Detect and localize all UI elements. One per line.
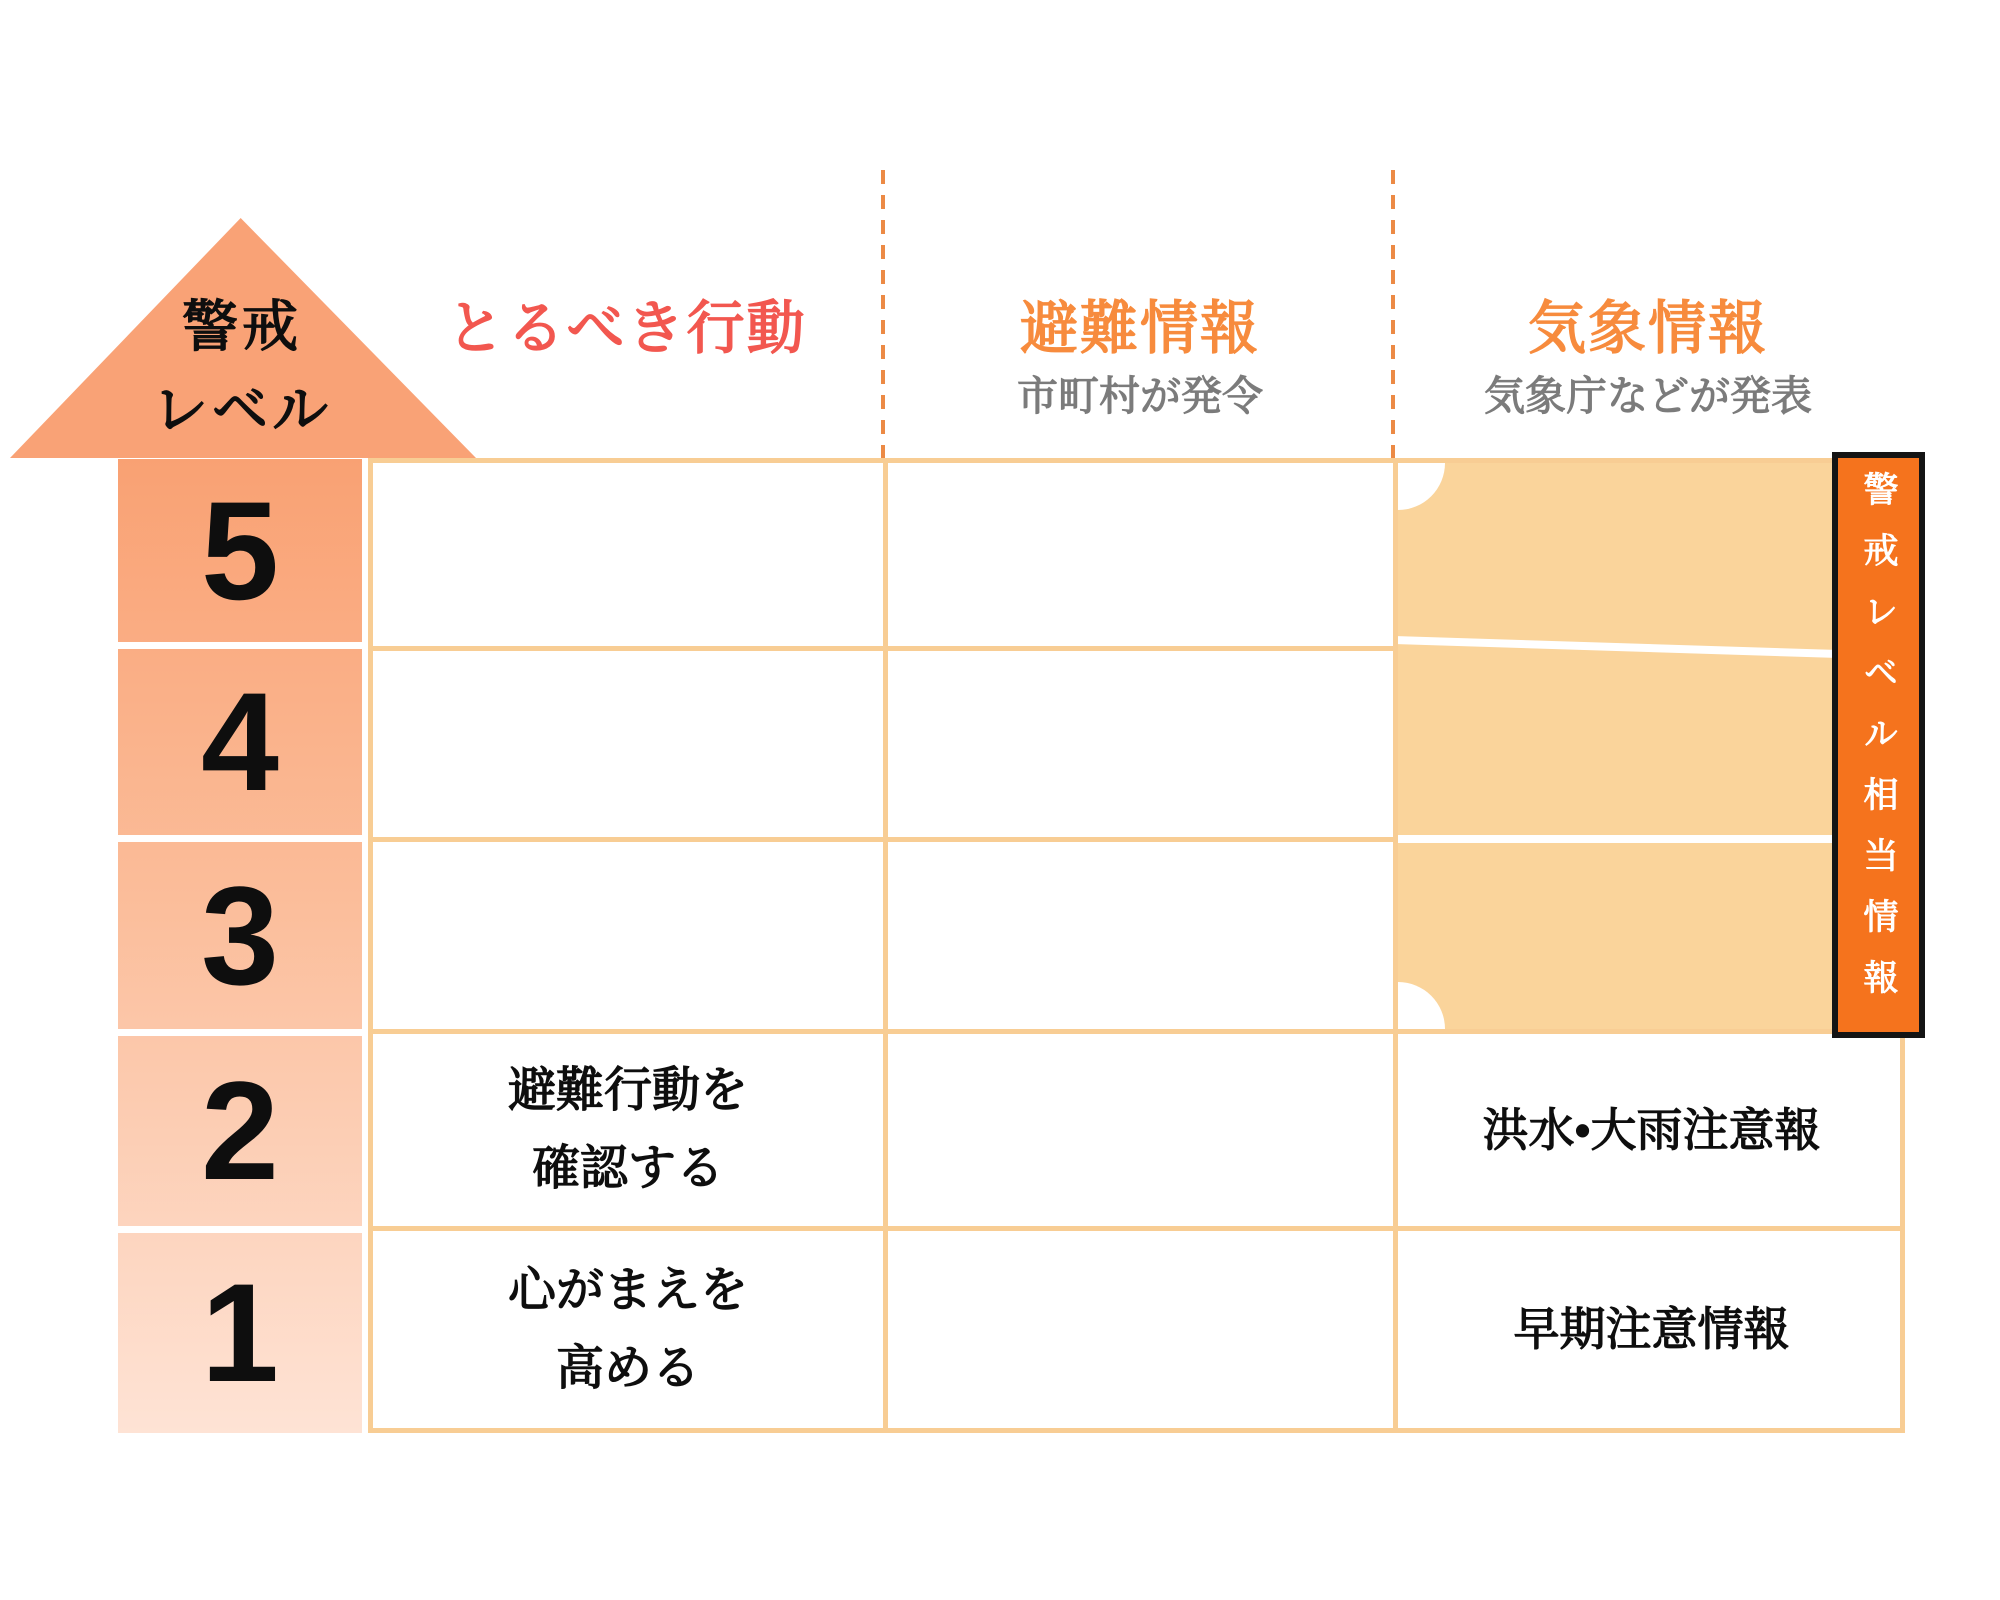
- arrow-label-line2: レベル: [152, 378, 332, 441]
- level-gap: [118, 835, 362, 842]
- column-header-evacuation: 避難情報: [1019, 296, 1260, 361]
- cell-level2-weather: [1398, 1034, 1905, 1226]
- level-gap: [118, 1029, 362, 1036]
- cell-level2-action-line1: 避難行動を: [507, 1064, 748, 1118]
- level-gap: [118, 1226, 362, 1233]
- level-cell-5: 5: [201, 471, 279, 629]
- column-subtitle-evacuation: 市町村が発令: [1017, 373, 1263, 419]
- level-cell-1: 1: [201, 1254, 279, 1411]
- column-subtitle-weather: 気象庁などが発表: [1484, 373, 1812, 419]
- arrow-label-line1: 警戒: [182, 295, 302, 358]
- cell-level2-action-line2: 確認する: [531, 1142, 724, 1195]
- side-banner-text: 警戒レベル相当情報: [1859, 470, 1898, 1020]
- table-column-border-1: [883, 458, 888, 1433]
- cell-level1-action-line1: 心がまえを: [507, 1263, 748, 1317]
- level-cell-3: 3: [201, 856, 279, 1014]
- level-cell-4: 4: [201, 663, 279, 820]
- cell-level1-action: [373, 1231, 883, 1428]
- cell-level1-action-line2: 高める: [555, 1341, 700, 1395]
- level-cell-2: 2: [201, 1052, 279, 1209]
- level-column: [118, 459, 362, 1433]
- cell-level1-weather-text: 早期注意情報: [1513, 1303, 1790, 1356]
- column-header-action: とるべき行動: [446, 296, 807, 361]
- column-header-weather: 気象情報: [1527, 296, 1768, 361]
- side-banner: [1832, 452, 1925, 1038]
- table-row-border-4-3: [368, 837, 1398, 842]
- cell-level2-weather-text: 洪水•大雨注意報: [1482, 1103, 1821, 1156]
- cell-level2-action: [373, 1034, 883, 1226]
- cell-level1-weather: [1398, 1231, 1905, 1428]
- level-gap: [118, 642, 362, 649]
- table-row-border-5-4: [368, 646, 1398, 651]
